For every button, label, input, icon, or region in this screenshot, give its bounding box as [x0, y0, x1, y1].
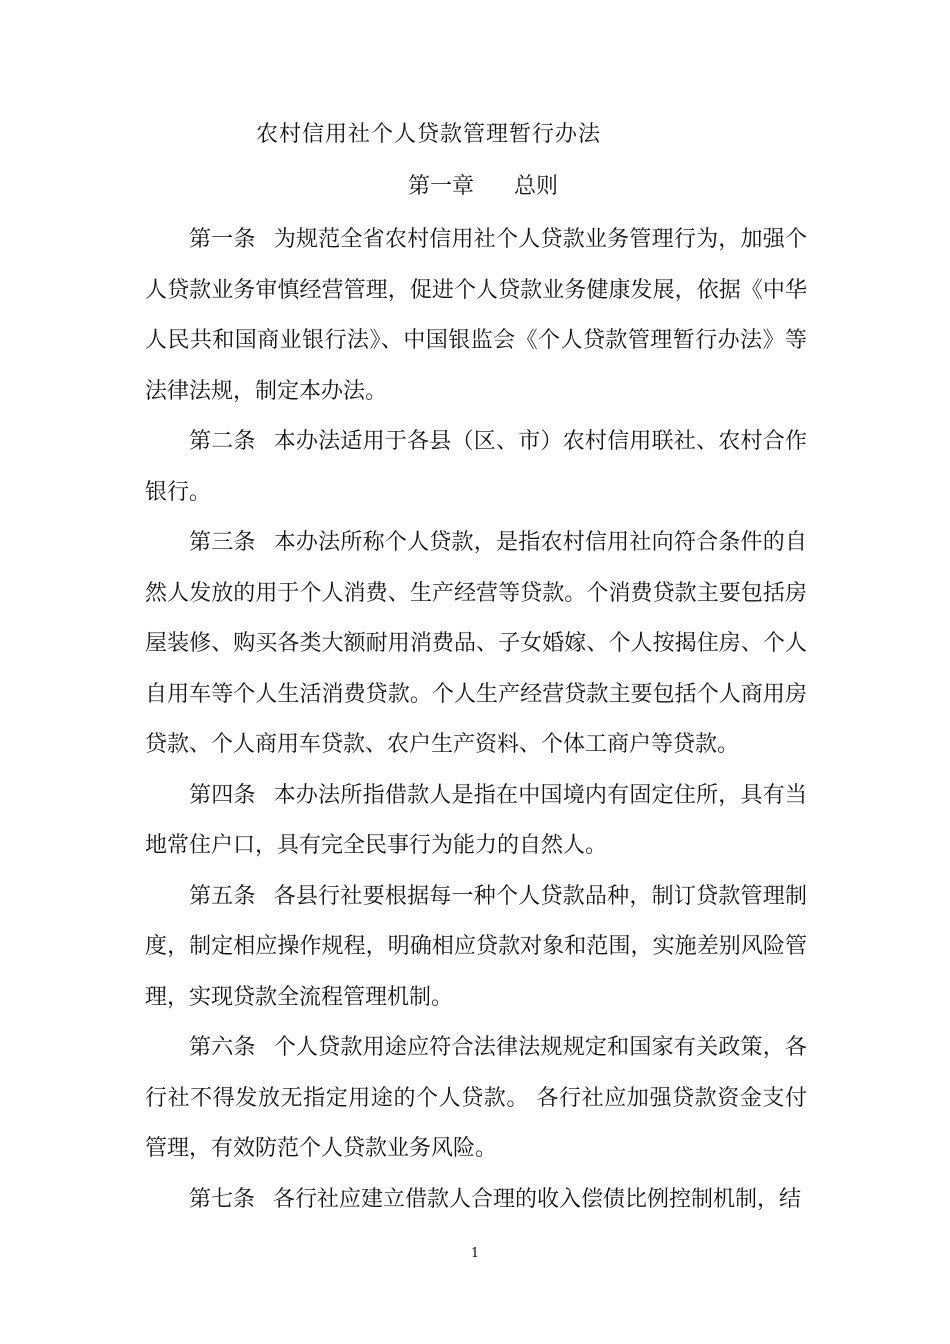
article-paragraph [145, 215, 807, 417]
article-text: 各县行社要根据每一种个人贷款品种，制订贷款管理制度，制定相应操作规程，明确相应贷款对象和范围，实施差别风险管理，实现贷款全流程管理机制。 [145, 883, 807, 1010]
document-body [145, 215, 807, 1225]
article-text: 本办法所指借款人是指在中国境内有固定住所，具有当地常住户口，具有完全民事行为能力的自然人。 [145, 782, 807, 858]
article-label: 第七条 [189, 1186, 256, 1212]
article-label: 第四条 [189, 782, 256, 808]
article-label: 第二条 [189, 429, 256, 454]
article-text: 各行社应建立借款人合理的收入偿债比例控制机制，结 [273, 1186, 802, 1212]
article-text: 为规范全省农村信用社个人贷款业务管理行为，加强个人贷款业务审慎经营管理，促进个人贷款业务健康发展，依据《中华人民共和国商业银行法》、中国银监会《个人贷款管理暂行办法》等法律法规，制定本办法。 [145, 227, 807, 404]
article-paragraph [145, 1175, 807, 1226]
article-text: 本办法适用于各县（区、市）农村信用联社、农村合作银行。 [145, 429, 807, 505]
page-number: 1 [470, 1246, 480, 1261]
document-title: 农村信用社个人贷款管理暂行办法 [256, 122, 602, 147]
article-paragraph [145, 1023, 807, 1175]
article-paragraph [145, 417, 807, 518]
article-label: 第一条 [189, 227, 256, 252]
chapter-name: 总则 [514, 174, 559, 199]
article-label: 第六条 [189, 1035, 256, 1060]
article-text: 个人贷款用途应符合法律法规规定和国家有关政策，各行社不得发放无指定用途的个人贷款。 各行社应加强贷款资金支付管理，有效防范个人贷款业务风险。 [145, 1035, 807, 1161]
article-paragraph [145, 518, 807, 771]
article-label: 第三条 [189, 530, 256, 555]
chapter-heading [408, 172, 558, 202]
article-paragraph [145, 872, 807, 1024]
article-label: 第五条 [189, 883, 256, 909]
article-text: 本办法所称个人贷款，是指农村信用社向符合条件的自然人发放的用于个人消费、生产经营等贷款。个消费贷款主要包括房屋装修、购买各类大额耐用消费品、子女婚嫁、个人按揭住房、个人自用车等个人生活消费贷款。个人生产经营贷款主要包括个人商用房贷款、个人商用车贷款、农户生产资料、个体工商户等贷款。 [145, 530, 807, 757]
chapter-number: 第一章 [408, 174, 475, 199]
article-paragraph [145, 771, 807, 872]
